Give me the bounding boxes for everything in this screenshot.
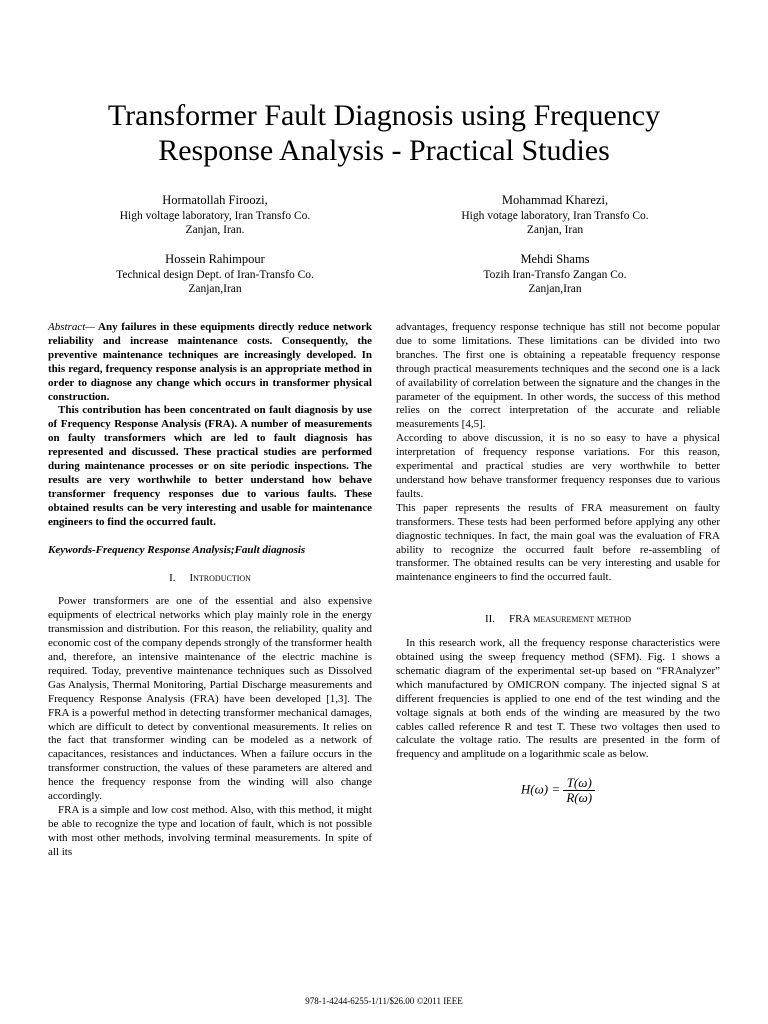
- author-name: Mohammad Kharezi,: [501, 193, 609, 207]
- method-paragraph-1: In this research work, all the frequency response characteristics were obtained using the sweep frequency method (SFM). Fig. 1 shows a schematic diagram of the experimental set-up based on “FRAnalyzer” which manufactured by OMICRON company. The injected signal S at different frequencies is applied to one end of the test winding and the voltage signals at both ends of the winding are measured by the two cables called reference R and test T. These two voltages then used to calculate the voltage ratio. The results are presented in the form of frequency and amplitude on a logarithmic scale as below.: [396, 637, 720, 761]
- section-title-main: FRA: [509, 613, 531, 626]
- abstract-paragraph-2: This contribution has been concentrated on fault diagnosis by use of Frequency Response Analysis (FRA). A number of measurements on faulty transformers which are led to fault diagnosis has represented and discussed. These practical studies are performed during maintenance processes or on site periodic inspections. The results are very worthwhile to better understand how behave transformer frequency responses due to various faults. These obtained results can be very interesting and usable for maintenance engineers to find the occurred fault.: [48, 404, 372, 528]
- author-block-3: [70, 251, 360, 296]
- equation-numerator: T(ω): [563, 776, 595, 791]
- equation-fraction: [563, 776, 595, 805]
- intro-paragraph-4: According to above discussion, it is no so easy to have a physical interpretation of frequency response variations. For this reason, experimental and practical studies are very worthwhile to better understand how behave transformer frequency responses due to various faults.: [396, 432, 720, 500]
- copyright-footer: 978-1-4244-6255-1/11/$26.00 ©2011 IEEE: [305, 996, 463, 1006]
- intro-paragraph-3: advantages, frequency response technique has still not become popular due to some limitations. These limitations can be divided into two branches. The first one is obtaining a repeatable frequency response through practical measurements techniques and the second one is a lack of availability of correlation between the signature and the changes in the parameter of the equipment. In other words, the success of this method relies on the correct interpretation of the accurate and reliable measurements [4,5].: [396, 321, 720, 431]
- author-affiliation: High voltage laboratory, Iran Transfo Co.: [119, 210, 311, 222]
- author-block-2: [410, 192, 700, 237]
- section-number: I.: [169, 571, 176, 584]
- author-name: Hormatollah Firoozi,: [162, 193, 268, 207]
- right-column: [396, 321, 720, 805]
- section-heading-fra-method: [396, 613, 720, 627]
- transfer-function-equation: [396, 776, 720, 805]
- author-affiliation: Technical design Dept. of Iran-Transfo Co.: [116, 269, 314, 281]
- author-location: Zanjan,Iran: [188, 283, 242, 295]
- author-location: Zanjan, Iran: [526, 224, 584, 236]
- author-name: Mehdi Shams: [520, 252, 590, 266]
- section-heading-introduction: [48, 572, 372, 586]
- abstract-label: Abstract—: [48, 321, 96, 333]
- intro-paragraph-5: This paper represents the results of FRA measurement on faulty transformers. These tests had been performed before applying any other diagnostic techniques. In fact, the main goal was the evaluation of FRA ability to recognize the occurred fault before re-assembling of transformer. The obtained results can be very interesting and usable for maintenance engineers to find the occurred fault.: [396, 501, 720, 584]
- section-title-rest: measurement method: [530, 613, 632, 626]
- equation-lhs: H(ω) =: [520, 781, 561, 797]
- author-affiliation: High votage laboratory, Iran Transfo Co.: [461, 210, 649, 222]
- intro-paragraph-2: FRA is a simple and low cost method. Also, with this method, it might be able to recognize the type and location of fault, which is not possible with most other methods, involving terminal measurements. In spite of all its: [48, 804, 372, 858]
- author-affiliation: Tozih Iran-Transfo Zangan Co.: [483, 269, 627, 281]
- author-location: Zanjan,Iran: [528, 283, 582, 295]
- abstract-text-1: Any failures in these equipments directly reduce network reliability and increase maintenance costs. Consequently, the preventive maintenance techniques are increasingly developed. In this regard, frequency response analysis is an appropriate method in order to diagnose any change which occurs in transformer physical construction.: [48, 321, 372, 403]
- section-title: Introduction: [189, 571, 251, 584]
- author-block-1: [70, 192, 360, 237]
- intro-paragraph-1: Power transformers are one of the essential and also expensive equipments of electrical networks which play mainly role in the energy transmission and distribution. For this reason, the reliability, quality and economic cost of the company depends strongly of the transformer health and, therefore, an intensive maintenance of the electric machine is required. Today, preventive maintenance techniques such as Dissolved Gas Analysis, Thermal Monitoring, Partial Discharge measurements and Frequency Response Analysis (FRA) have been developed [1,3]. The FRA is a powerful method in detecting transformer mechanical damages, which are difficult to detect by conventional measurements. It relies on the fact that transformer winding can be modeled as a network of capacitances, resistances and inductances. When a failure occurs in the transformer construction, the values of these parameters are altered and hence the frequency response from the winding will also change accordingly.: [48, 595, 372, 803]
- author-location: Zanjan, Iran.: [185, 224, 245, 236]
- left-column: [48, 321, 372, 860]
- abstract-paragraph-1: [48, 321, 372, 404]
- keywords: Keywords-Frequency Response Analysis;Fault diagnosis: [48, 543, 306, 556]
- equation-denominator: R(ω): [566, 790, 593, 806]
- section-number: II.: [484, 613, 496, 626]
- author-block-4: [410, 251, 700, 296]
- author-name: Hossein Rahimpour: [165, 252, 265, 266]
- paper-title: Transformer Fault Diagnosis using Frequency Response Analysis - Practical Studies: [107, 99, 661, 167]
